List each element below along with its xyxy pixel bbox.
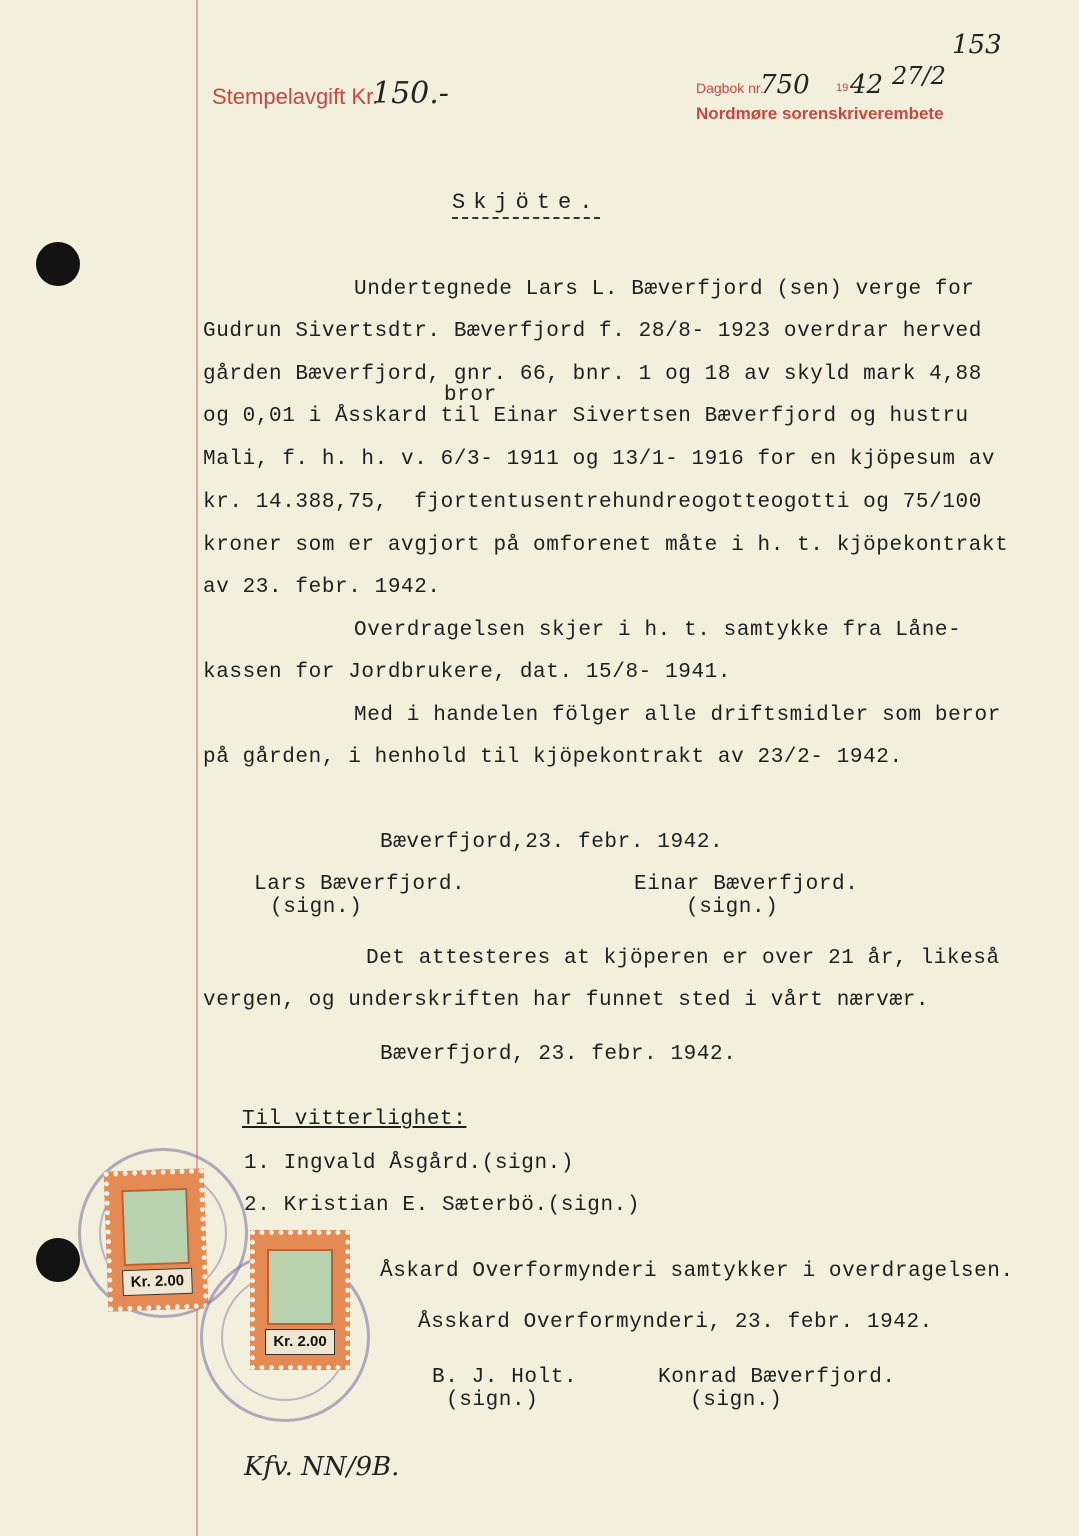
stamp-value: Kr. 2.00 [122, 1268, 193, 1296]
body-line: Med i handelen fölger alle driftsmidler som beror [354, 704, 1001, 727]
journal-date: 27/2 [892, 62, 946, 90]
stamp-fee-label: Stempelavgift Kr. [212, 84, 379, 109]
place-date: Bæverfjord,23. febr. 1942. [380, 831, 724, 854]
body-line: Gudrun Sivertsdtr. Bæverfjord f. 28/8- 1923 overdrar herved [203, 320, 982, 343]
stamp-emblem [267, 1249, 333, 1325]
signer-right-sign: (sign.) [686, 896, 779, 919]
signer-left-name: Lars Bæverfjord. [254, 873, 466, 896]
journal-year-prefix: 19 [836, 82, 849, 94]
attest-line: vergen, og underskriften har funnet sted i vårt nærvær. [203, 989, 930, 1012]
guardian-signer-right-sign: (sign.) [690, 1389, 783, 1412]
witness-2: 2. Kristian E. Sæterbö.(sign.) [244, 1194, 641, 1217]
body-line: Undertegnede Lars L. Bæverfjord (sen) verge for [354, 278, 975, 301]
body-line: og 0,01 i Åsskard til Einar Sivertsen Bæverfjord og hustru [203, 405, 969, 428]
signer-left-sign: (sign.) [270, 896, 363, 919]
stamp-value: Kr. 2.00 [265, 1329, 335, 1355]
body-line: av 23. febr. 1942. [203, 576, 441, 599]
body-line: kroner som er avgjort på omforenet måte i h. t. kjöpekontrakt [203, 534, 1009, 557]
page-number: 153 [952, 30, 1002, 60]
guardian-signer-left-sign: (sign.) [446, 1389, 539, 1412]
body-line: Mali, f. h. h. v. 6/3- 1911 og 13/1- 1916 for en kjöpesum av [203, 448, 996, 471]
place-date-2: Bæverfjord, 23. febr. 1942. [380, 1043, 737, 1066]
journal-number: 750 [760, 70, 810, 100]
signer-right-name: Einar Bæverfjord. [634, 873, 859, 896]
witness-heading: Til vitterlighet: [242, 1108, 467, 1131]
punch-hole-bottom [36, 1238, 80, 1282]
body-line-insert: bror [444, 384, 497, 407]
body-line: på gården, i henhold til kjöpekontrakt av 23/2- 1942. [203, 746, 903, 769]
office-name: Nordmøre sorenskriverembete [696, 104, 944, 123]
revenue-stamp [104, 1168, 209, 1311]
body-line: gården Bæverfjord, gnr. 66, bnr. 1 og 18 av skyld mark 4,88 [203, 363, 982, 386]
journal-year: 42 [850, 70, 884, 100]
body-line: kr. 14.388,75, fjortentusentrehundreogotteogotti og 75/100 [203, 491, 982, 514]
stamp-emblem [121, 1188, 190, 1266]
revenue-stamp [250, 1230, 350, 1370]
body-line: kassen for Jordbrukere, dat. 15/8- 1941. [203, 661, 732, 684]
document-title: Skjöte. [452, 190, 600, 219]
guardian-signer-right-name: Konrad Bæverfjord. [658, 1366, 896, 1389]
stamp-fee-value: 150.- [372, 76, 449, 111]
journal-label: Dagbok nr. [696, 80, 764, 96]
attest-line: Det attesteres at kjöperen er over 21 år, likeså [366, 947, 1000, 970]
footer-note: Kfv. NN/9B. [244, 1452, 400, 1482]
guardian-signer-left-name: B. J. Holt. [432, 1366, 578, 1389]
punch-hole-top [36, 242, 80, 286]
guardian-date: Åsskard Overformynderi, 23. febr. 1942. [418, 1311, 933, 1334]
body-line: Overdragelsen skjer i h. t. samtykke fra Låne- [354, 619, 962, 642]
witness-1: 1. Ingvald Åsgård.(sign.) [244, 1152, 575, 1175]
guardian-consent: Åskard Overformynderi samtykker i overdragelsen. [380, 1260, 1014, 1283]
